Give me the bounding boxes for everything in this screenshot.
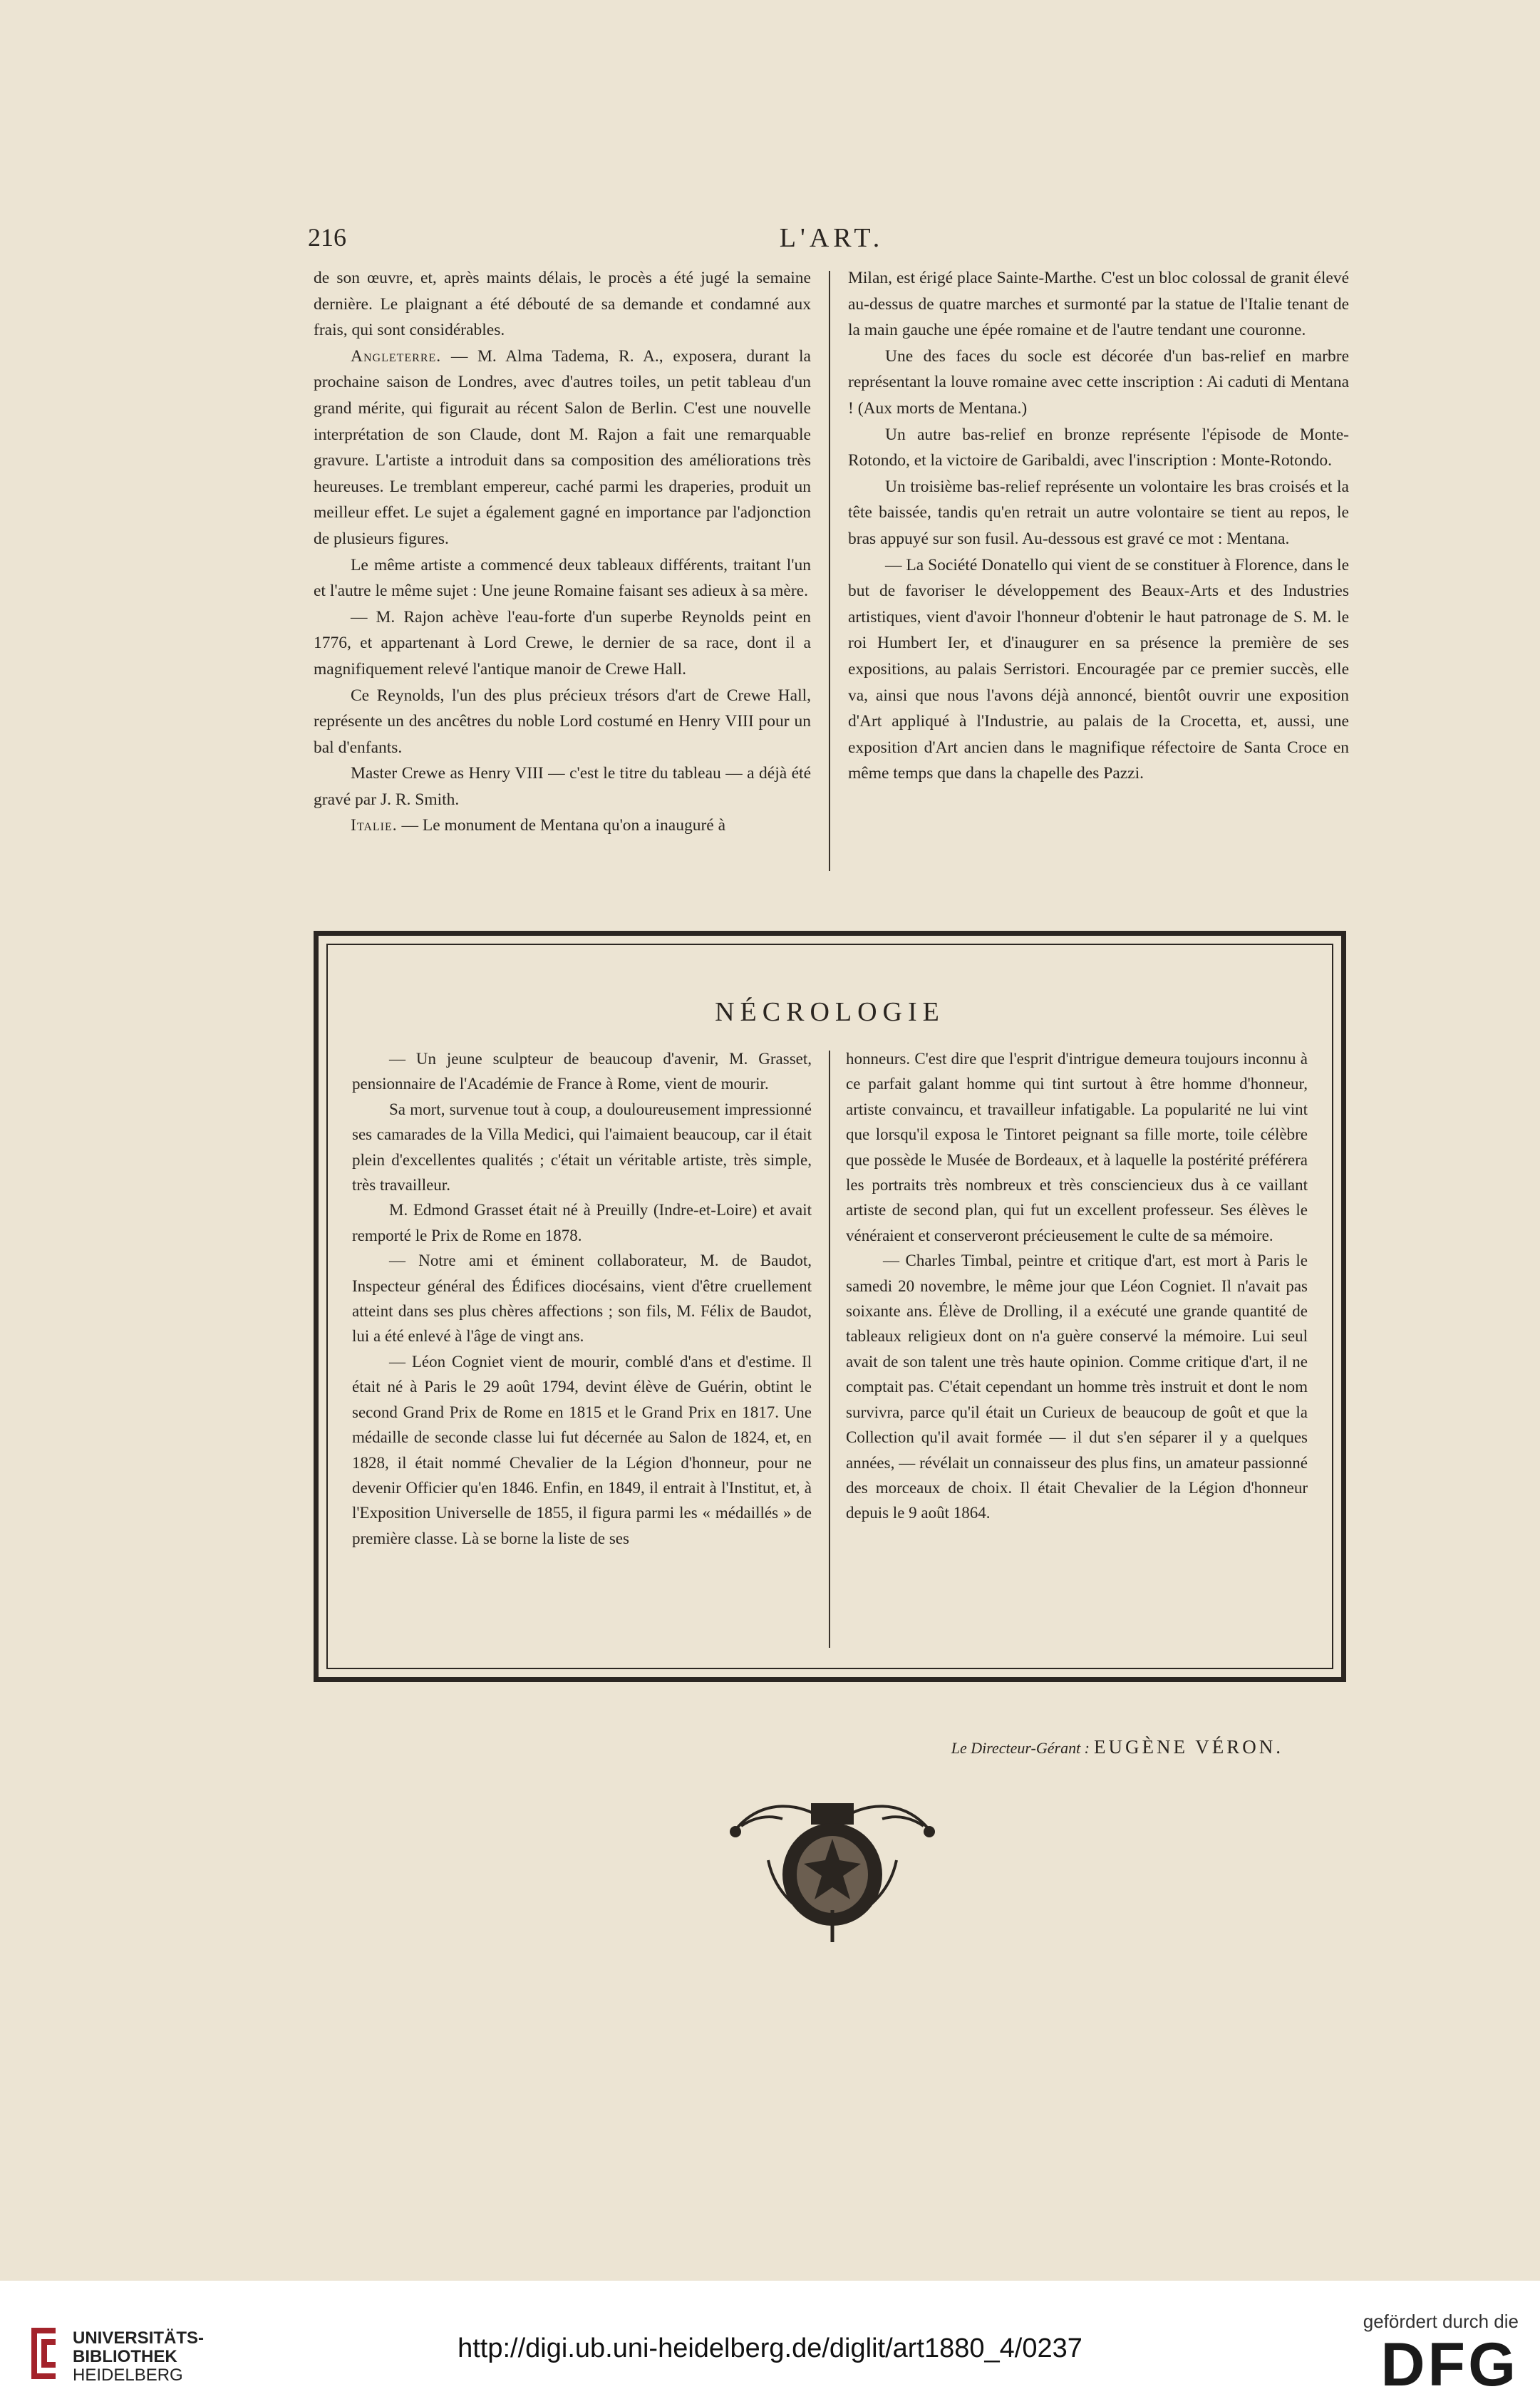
section-lead: Angleterre. bbox=[351, 346, 442, 366]
necrologie-title: NÉCROLOGIE bbox=[715, 997, 945, 1027]
running-header bbox=[308, 222, 1355, 257]
column-divider bbox=[829, 1051, 830, 1648]
funded-by-label: gefördert durch die bbox=[1363, 2311, 1519, 2332]
paragraph: Ce Reynolds, l'un des plus précieux trésors d'art de Crewe Hall, représente un des ancêtres du noble Lord costumé en Henry VIII pour un bal d'enfants. bbox=[314, 686, 811, 757]
paragraph: Sa mort, survenue tout à coup, a douloureusement impressionné ses camarades de la Villa Medici, qui l'aimaient beaucoup, car il était plein d'excellentes qualités ; c'était un véritable artiste, très simple, très travailleur. bbox=[352, 1100, 812, 1195]
ornamental-vignette bbox=[725, 1782, 939, 1946]
top-left-column bbox=[314, 265, 811, 839]
paragraph: honneurs. C'est dire que l'esprit d'intrigue demeura toujours inconnu à ce parfait galant homme qui tint surtout à être homme d'honneur, artiste convaincu, et travailleur infatigable. La popularité ne lui vint que lorsqu'il exposa le Tintoret peignant sa fille morte, toile célèbre que possède le Musée de Bordeaux, et à laquelle la postérité préférera les portraits très nombreux et très consciencieux dus à ce vaillant artiste de second plan, qui fut un excellent professeur. Ses élèves le vénéraient et conserveront précieusement le culte de sa mémoire. bbox=[846, 1050, 1308, 1244]
necrologie-left-column bbox=[352, 1046, 812, 1551]
paragraph: — M. Rajon achève l'eau-forte d'un superbe Reynolds peint en 1776, et appartenant à Lord Crewe, le dernier de sa race, dont il a magnifiquement relevé l'antique manoir de Crewe Hall. bbox=[314, 607, 811, 679]
journal-title: L'ART. bbox=[779, 223, 884, 253]
paragraph: Une des faces du socle est décorée d'un bas-relief en marbre représentant la louve romaine avec cette inscription : Ai caduti di Mentana ! (Aux morts de Mentana.) bbox=[848, 346, 1349, 418]
signature bbox=[951, 1736, 1283, 1758]
footer-bar bbox=[0, 2281, 1540, 2404]
signature-name: EUGÈNE VÉRON. bbox=[1094, 1736, 1283, 1758]
dfg-credit[interactable] bbox=[1363, 2311, 1519, 2397]
paragraph: — Notre ami et éminent collaborateur, M. de Baudot, Inspecteur général des Édifices diocésains, vient d'être cruellement atteint dans ses plus chères affections ; son fils, M. Félix de Baudot, lui a été enlevé à l'âge de vingt ans. bbox=[352, 1252, 812, 1346]
page-number: 216 bbox=[308, 223, 346, 252]
library-name-line3: HEIDELBERG bbox=[73, 2366, 183, 2385]
dfg-logo: DFG bbox=[1380, 2331, 1519, 2399]
signature-role: Le Directeur-Gérant : bbox=[951, 1739, 1090, 1757]
permalink-url[interactable]: http://digi.ub.uni-heidelberg.de/diglit/art1880_4/0237 bbox=[458, 2333, 1082, 2363]
paragraph: Un autre bas-relief en bronze représente l'épisode de Monte-Rotondo, et la victoire de Garibaldi, avec l'inscription : Monte-Rotondo. bbox=[848, 425, 1349, 470]
necrologie-right-column bbox=[846, 1046, 1308, 1526]
library-name-line1: UNIVERSITÄTS- bbox=[73, 2328, 205, 2348]
paragraph: — Charles Timbal, peintre et critique d'art, est mort à Paris le samedi 20 novembre, le même jour que Léon Cogniet. Il n'avait pas soixante ans. Élève de Drolling, il a exécuté une grande quantité de tableaux religieux dont on n'a guère conservé la mémoire. Lui seul avait de son talent une très haute opinion. Comme critique d'art, il ne comptait pas. C'était cependant un homme très instruit et dont le nom survivra, parce qu'il était un Curieux de beaucoup de goût et que la Collection qu'il avait formée — il dut s'en séparer il y a quelques années, — révélait un connaisseur des plus fins, un amateur passionné des morceaux de choix. Il était Chevalier de la Légion d'honneur depuis le 9 août 1864. bbox=[846, 1252, 1308, 1522]
paragraph: de son œuvre, et, après maints délais, le procès a été jugé la semaine dernière. Le plaignant a été débouté de sa demande et condamné aux frais, qui sont considérables. bbox=[314, 269, 811, 340]
paragraph: M. Edmond Grasset était né à Preuilly (Indre-et-Loire) et avait remporté le Prix de Rome en 1878. bbox=[352, 1201, 812, 1244]
library-name-line2: BIBLIOTHEK bbox=[73, 2347, 177, 2366]
paragraph: Milan, est érigé place Sainte-Marthe. C'est un bloc colossal de granit élevé au-dessus de quatre marches et surmonté par la statue de l'Italie tenant de la main gauche une épée romaine et de l'autre tendant une couronne. bbox=[848, 269, 1349, 340]
paragraph: Un troisième bas-relief représente un volontaire les bras croisés et la tête baissée, tandis qu'en retrait un autre volontaire se tient au repos, le bras appuyé sur son fusil. Au-dessous est gravé ce mot : Mentana. bbox=[848, 477, 1349, 548]
paragraph: — Un jeune sculpteur de beaucoup d'avenir, M. Grasset, pensionnaire de l'Académie de France à Rome, vient de mourir. bbox=[352, 1050, 812, 1093]
paragraph: Le même artiste a commencé deux tableaux différents, traitant l'un et l'autre le même sujet : Une jeune Romaine faisant ses adieux à sa mère. bbox=[314, 555, 811, 601]
paragraph: Angleterre. — M. Alma Tadema, R. A., exposera, durant la prochaine saison de Londres, avec d'autres toiles, un petit tableau d'un grand mérite, qui figurait au récent Salon de Berlin. C'est une nouvelle interprétation de son Claude, dont M. Rajon a fait une remarquable gravure. L'artiste a introduit dans sa composition des améliorations très heureuses. Le tremblant empereur, caché parmi les draperies, produit un meilleur effet. Le sujet a également gagné en importance par l'adjonction de plusieurs figures. bbox=[314, 346, 811, 548]
column-divider bbox=[829, 271, 830, 871]
paragraph: Master Crewe as Henry VIII — c'est le titre du tableau — a déjà été gravé par J. R. Smith. bbox=[314, 764, 811, 809]
paragraph: — La Société Donatello qui vient de se constituer à Florence, dans le but de favoriser le développement des Beaux-Arts et des Industries artistiques, vient d'avoir l'honneur d'obtenir le haut patronage de S. M. le roi Humbert Ier, et d'inaugurer en sa présence la première de ses expositions, au palais Serristori. Encouragée par ce premier succès, elle va, ainsi que nous l'avons déjà annoncé, bientôt ouvrir une exposition d'Art appliqué à l'Industrie, au palais de la Crocetta, et, aussi, une exposition d'Art ancien dans le magnifique réfectoire de Santa Croce en même temps que dans la chapelle des Pazzi. bbox=[848, 555, 1349, 783]
paragraph: — Léon Cogniet vient de mourir, comblé d'ans et d'estime. Il était né à Paris le 29 août 1794, devint élève de Guérin, obtint le second Grand Prix de Rome en 1815 et le Grand Prix en 1817. Une médaille de seconde classe lui fut décernée au Salon de 1824, et, en 1828, il était nommé Chevalier de la Légion d'honneur, pour ne devenir Officier qu'en 1846. Enfin, en 1849, il entrait à l'Institut, et, à l'Exposition Universelle de 1855, il figura parmi les « médaillés » de première classe. Là se borne la liste de ses bbox=[352, 1352, 812, 1547]
section-lead: Italie. bbox=[351, 816, 398, 835]
paragraph: Italie. — Le monument de Mentana qu'on a inauguré à bbox=[351, 816, 726, 835]
top-right-column bbox=[848, 265, 1349, 787]
